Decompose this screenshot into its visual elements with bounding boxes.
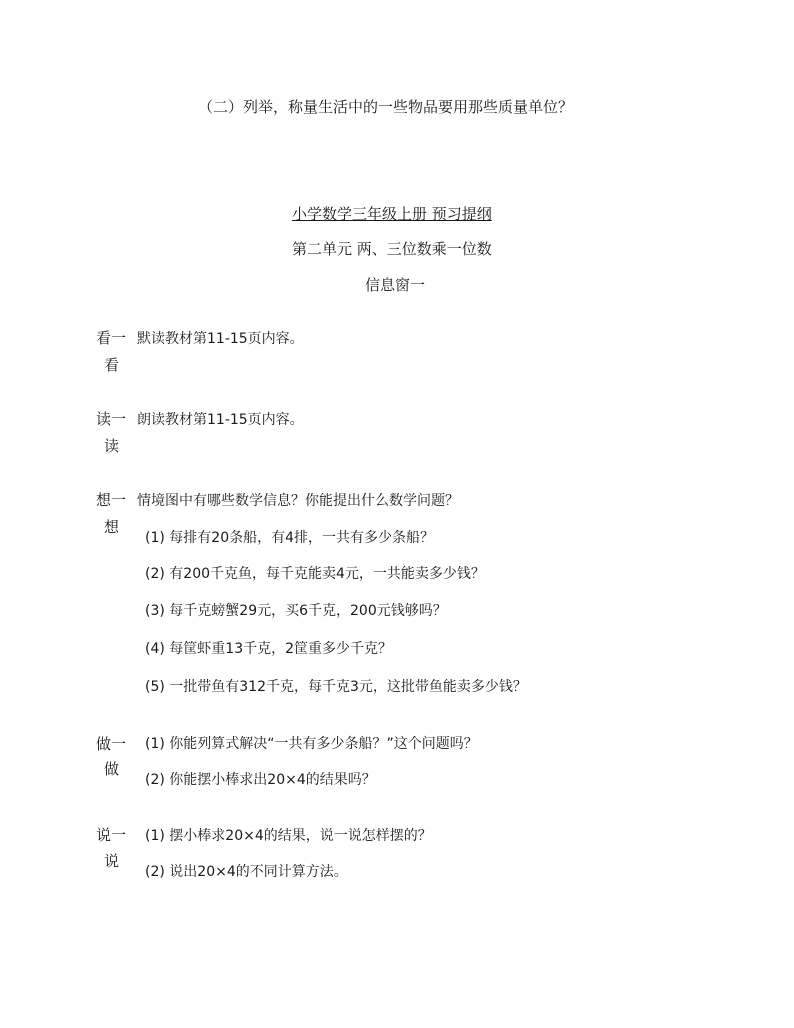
xiang-intro: 情境图中有哪些数学信息？你能提出什么数学问题？ [137, 493, 459, 509]
section-label-kan-bottom: 看 [104, 356, 120, 374]
page-title: 小学数学三年级上册 预习提纲 [292, 205, 492, 223]
zuo-question-1: (1) 你能列算式解决“一共有多少条船？”这个问题吗？ [145, 736, 478, 752]
xiang-question-2: (2) 有200千克鱼，每千克能卖4元，一共能卖多少钱？ [145, 566, 485, 582]
section-label-du-bottom: 读 [104, 437, 120, 455]
section-label-shuo-bottom: 说 [104, 852, 120, 870]
section-heading: 信息窗一 [365, 276, 426, 294]
section-label-du-top: 读一 [96, 410, 127, 428]
section-label-shuo-top: 说一 [96, 826, 127, 844]
unit-heading: 第二单元 两、三位数乘一位数 [292, 240, 492, 258]
section-label-zuo-bottom: 做 [104, 760, 120, 778]
zuo-question-2: (2) 你能摆小棒求出20×4的结果吗？ [145, 772, 376, 788]
shuo-question-1: (1) 摆小棒求20×4的结果，说一说怎样摆的？ [145, 828, 432, 844]
section-label-xiang-bottom: 想 [104, 518, 120, 536]
section-label-xiang-top: 想一 [96, 491, 127, 509]
intro-question: （二）列举，称量生活中的一些物品要用那些质量单位？ [198, 98, 574, 116]
du-item-1: 朗读教材第11-15页内容。 [137, 412, 304, 428]
section-label-kan-top: 看一 [96, 329, 127, 347]
xiang-question-1: (1) 每排有20条船，有4排，一共有多少条船？ [145, 530, 435, 546]
section-label-zuo-top: 做一 [96, 735, 127, 753]
shuo-question-2: (2) 说出20×4的不同计算方法。 [145, 864, 348, 880]
xiang-question-5: (5) 一批带鱼有312千克，每千克3元，这批带鱼能卖多少钱？ [145, 679, 527, 695]
kan-item-1: 默读教材第11-15页内容。 [137, 331, 304, 347]
xiang-question-3: (3) 每千克螃蟹29元，买6千克，200元钱够吗？ [145, 603, 447, 619]
xiang-question-4: (4) 每筐虾重13千克，2筐重多少千克？ [145, 641, 393, 657]
